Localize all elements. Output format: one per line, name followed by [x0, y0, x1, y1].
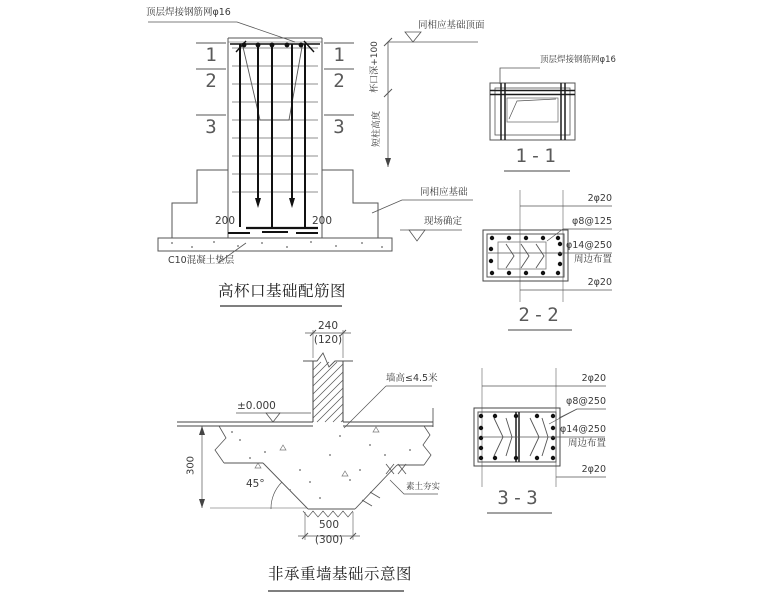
s22-label-mid-bars: φ14@250 [566, 240, 612, 251]
s22-label-stirrup: φ8@125 [572, 216, 612, 227]
wall-angle-label: 45° [246, 478, 265, 490]
cup-same-foundation-label: 同相应基础 [420, 187, 468, 198]
s11-caption: 1-1 [515, 145, 559, 167]
wall-dim-bottom-alt: (300) [314, 534, 344, 546]
wall-zero-level-label: ±0.000 [237, 400, 276, 412]
cup-mesh-label: 顶层焊接钢筋网φ16 [146, 7, 231, 18]
wall-dim-width: 240 [317, 320, 339, 332]
s22-label-perimeter: 周边布置 [573, 254, 612, 265]
cup-mark-right-3: 3 [333, 116, 345, 138]
s33-label-perimeter: 周边布置 [567, 438, 606, 449]
cup-dim-200-right: 200 [312, 215, 333, 227]
wall-height-label: 墙高≤4.5米 [386, 373, 438, 384]
cup-depth-vlabel: 杯口深+100 [370, 41, 381, 93]
s22-label-bottom-bars: 2φ20 [587, 277, 612, 288]
s11-mesh-label: 顶层焊接钢筋网φ16 [540, 55, 616, 65]
cup-mark-left-2: 2 [205, 70, 217, 92]
s33-label-mid-bars: φ14@250 [560, 424, 606, 435]
cup-mark-right-2: 2 [333, 70, 345, 92]
cup-short-column-vlabel: 短柱高度 [372, 110, 383, 147]
s33-caption: 3-3 [497, 487, 541, 509]
wall-dim-width-alt: (120) [313, 334, 343, 346]
s33-label-bottom-bars: 2φ20 [581, 464, 606, 475]
wall-title: 非承重墙基础示意图 [268, 565, 413, 583]
cup-site-label: 现场确定 [424, 216, 463, 227]
cup-mark-left-1: 1 [205, 44, 217, 66]
cup-cushion-label: C10混凝土垫层 [168, 255, 235, 266]
cup-title: 高杯口基础配筋图 [218, 282, 347, 300]
s33-label-top-bars: 2φ20 [581, 373, 606, 384]
s22-label-top-bars: 2φ20 [587, 193, 612, 204]
cup-mark-left-3: 3 [205, 116, 217, 138]
cup-top-level-label: 同相应基础顶面 [418, 20, 485, 31]
wall-soil-label: 素土夯实 [406, 482, 441, 492]
cup-mark-right-1: 1 [333, 44, 345, 66]
s22-caption: 2-2 [518, 304, 562, 326]
cup-dim-200-left: 200 [215, 215, 236, 227]
s33-label-stirrup: φ8@250 [566, 396, 606, 407]
wall-dim-bottom: 500 [318, 519, 340, 531]
wall-foundation-linework [177, 330, 441, 591]
wall-dim-depth: 300 [185, 455, 197, 476]
